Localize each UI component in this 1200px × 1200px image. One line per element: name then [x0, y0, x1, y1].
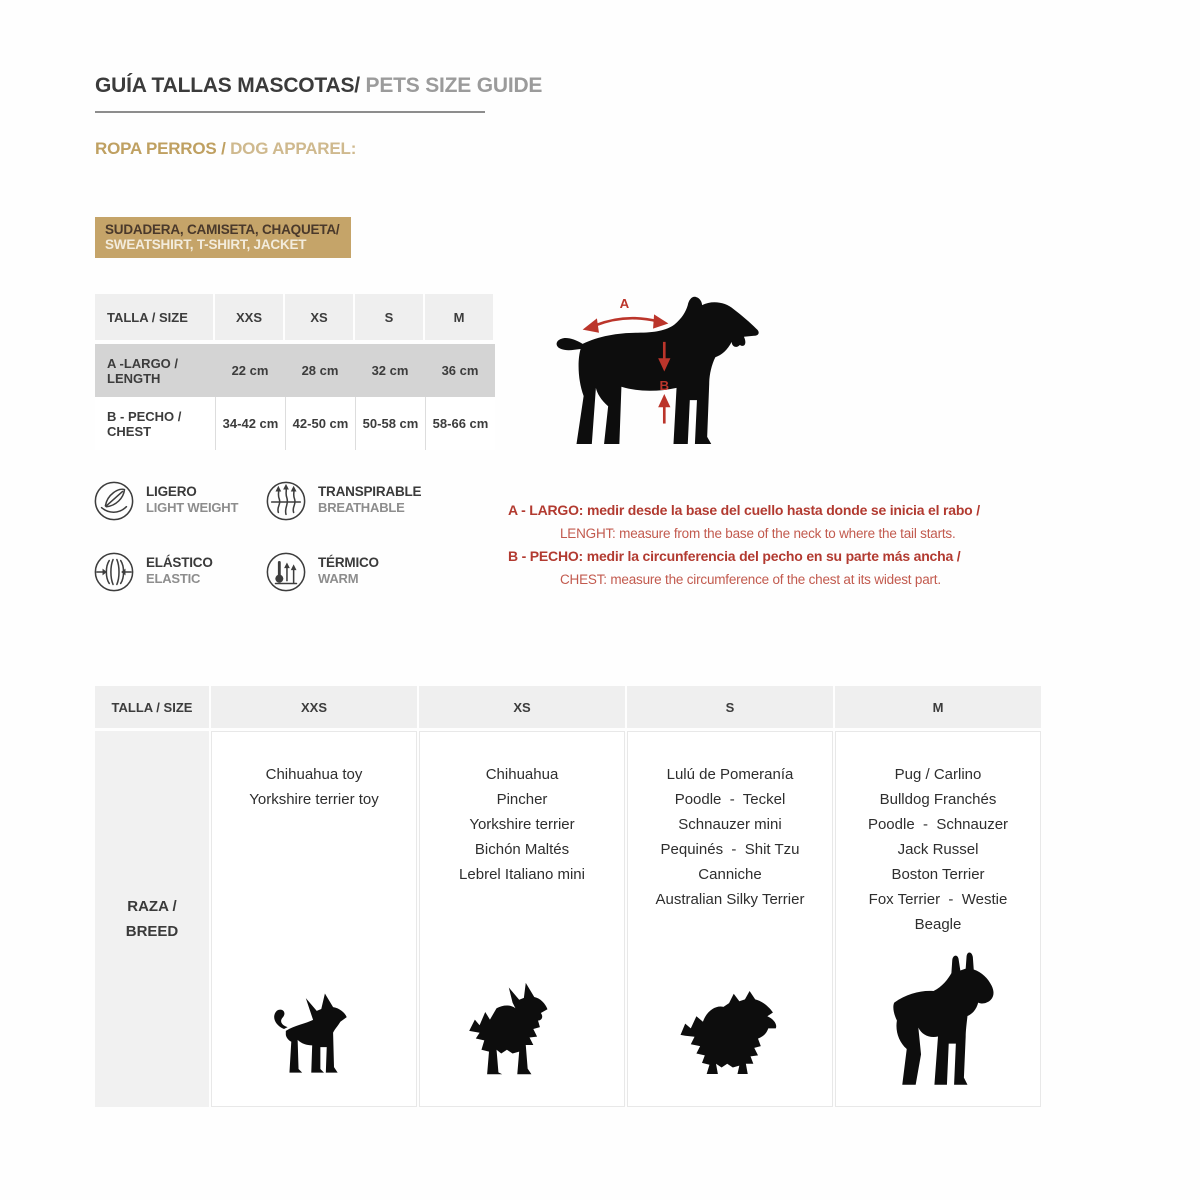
- breed-name: Lulú de Pomeranía: [666, 766, 794, 783]
- breed-row-label: [95, 731, 209, 1107]
- chest-s: 50-58 cm: [355, 397, 425, 450]
- chest-xxs: 34-42 cm: [215, 397, 285, 450]
- length-row-label: A -LARGO / LENGTH: [107, 355, 179, 386]
- feature-subtitle: WARM: [318, 571, 359, 586]
- feature-title: TÉRMICO: [318, 555, 379, 570]
- breed-name: Chihuahua toy: [265, 766, 363, 783]
- breed-table: [95, 686, 1041, 1107]
- title-english: PETS SIZE GUIDE: [359, 74, 543, 97]
- feature-title: ELÁSTICO: [146, 555, 213, 570]
- labrador-silhouette-icon: [552, 290, 797, 455]
- note-b-title: B - PECHO:: [508, 548, 584, 564]
- page-title: [95, 74, 543, 113]
- measurement-table-header: [95, 294, 495, 340]
- header-cell-xs: XS: [285, 294, 353, 340]
- feature-subtitle: BREATHABLE: [318, 500, 405, 515]
- arrow-b-label: B: [659, 377, 670, 393]
- elastic-icon: [93, 551, 135, 593]
- breed-name: Pug / Carlino: [894, 766, 982, 783]
- breed-name: Fox Terrier - Westie: [868, 891, 1008, 908]
- breed-name: Chihuahua: [485, 766, 559, 783]
- breathable-icon: [265, 480, 307, 522]
- category-banner: [95, 217, 351, 258]
- subtitle-spanish: ROPA PERROS /: [95, 139, 231, 158]
- breed-cell-s: [627, 731, 833, 1107]
- breed-table-body: [95, 731, 1041, 1107]
- subtitle-english: DOG APPAREL:: [230, 139, 357, 158]
- breed-header-m: M: [835, 686, 1041, 728]
- lightweight-feather-icon: [93, 480, 135, 522]
- measuring-diagram: [552, 290, 797, 455]
- measurement-table: [95, 294, 495, 450]
- chest-row-label: B - PECHO / CHEST: [107, 408, 182, 439]
- chihuahua-silhouette-icon: [264, 989, 364, 1080]
- feature-subtitle: ELASTIC: [146, 571, 201, 586]
- breed-name: Bichón Maltés: [474, 841, 570, 858]
- measuring-notes: [508, 499, 978, 591]
- breed-name: Boston Terrier: [891, 866, 985, 883]
- feature-warm: [265, 551, 475, 593]
- feature-list: [93, 480, 475, 593]
- breed-name: Canniche: [698, 866, 762, 883]
- length-m: 36 cm: [441, 363, 479, 378]
- feature-breathable: [265, 480, 475, 522]
- length-xs: 28 cm: [301, 363, 339, 378]
- breed-header-xxs: XXS: [211, 686, 417, 728]
- length-arrow: [595, 318, 658, 325]
- chest-xs: 42-50 cm: [285, 397, 355, 450]
- header-cell-s: S: [355, 294, 423, 340]
- breed-cell-xxs: [211, 731, 417, 1107]
- thermometer-icon: [265, 551, 307, 593]
- breed-row-label-line2: BREED: [125, 923, 179, 940]
- breed-name: Pequinés - Shit Tzu: [660, 841, 800, 858]
- note-b-english: CHEST: measure the circumference of the chest at its widest part.: [560, 571, 941, 587]
- feature-title: LIGERO: [146, 484, 197, 499]
- breed-header-xs: XS: [419, 686, 625, 728]
- longhair-chihuahua-silhouette-icon: [456, 980, 588, 1084]
- breed-name: Poodle - Schnauzer: [867, 816, 1009, 833]
- breed-name: Lebrel Italiano mini: [459, 866, 585, 883]
- breed-name: Pincher: [496, 791, 548, 808]
- section-subtitle: [95, 139, 356, 159]
- note-a-spanish: medir desde la base del cuello hasta donde se inicia el rabo /: [583, 502, 980, 518]
- breed-table-header: [95, 686, 1041, 728]
- note-a-title: A - LARGO:: [508, 502, 584, 518]
- breed-row-label-line1: RAZA /: [127, 897, 177, 915]
- pomeranian-silhouette-icon: [660, 977, 800, 1084]
- feature-subtitle: LIGHT WEIGHT: [146, 500, 239, 515]
- header-cell-m: M: [425, 294, 493, 340]
- feature-lightweight: [93, 480, 265, 522]
- note-b-spanish: medir la circunferencia del pecho en su parte más ancha /: [583, 548, 961, 564]
- length-s: 32 cm: [371, 363, 409, 378]
- feature-elastic: [93, 551, 265, 593]
- breed-name: Schnauzer mini: [678, 816, 782, 833]
- chest-m: 58-66 cm: [425, 397, 495, 450]
- breed-name: Jack Russel: [897, 841, 979, 858]
- breed-name: Bulldog Franchés: [879, 791, 997, 808]
- header-cell-talla: TALLA / SIZE: [95, 294, 213, 340]
- feature-title: TRANSPIRABLE: [318, 484, 422, 499]
- breed-header-s: S: [627, 686, 833, 728]
- breed-cell-m: [835, 731, 1041, 1107]
- banner-line-english: SWEATSHIRT, T-SHIRT, JACKET: [105, 237, 307, 252]
- banner-line-spanish: SUDADERA, CAMISETA, CHAQUETA/: [105, 222, 340, 237]
- breed-header-talla: TALLA / SIZE: [95, 686, 209, 728]
- french-bulldog-silhouette-icon: [871, 949, 1005, 1092]
- arrow-a-label: A: [619, 296, 630, 312]
- length-xxs: 22 cm: [231, 363, 269, 378]
- breed-name: Yorkshire terrier toy: [249, 791, 379, 808]
- breed-name: Beagle: [914, 916, 962, 933]
- breed-cell-xs: [419, 731, 625, 1107]
- breed-name: Australian Silky Terrier: [655, 891, 805, 908]
- header-cell-xxs: XXS: [215, 294, 283, 340]
- title-spanish: GUÍA TALLAS MASCOTAS/: [95, 74, 360, 97]
- breed-name: Yorkshire terrier: [469, 816, 575, 833]
- length-row: [95, 344, 495, 397]
- chest-row: [95, 397, 495, 450]
- breed-name: Poodle - Teckel: [674, 791, 786, 808]
- note-a-english: LENGHT: measure from the base of the neck to where the tail starts.: [560, 525, 956, 541]
